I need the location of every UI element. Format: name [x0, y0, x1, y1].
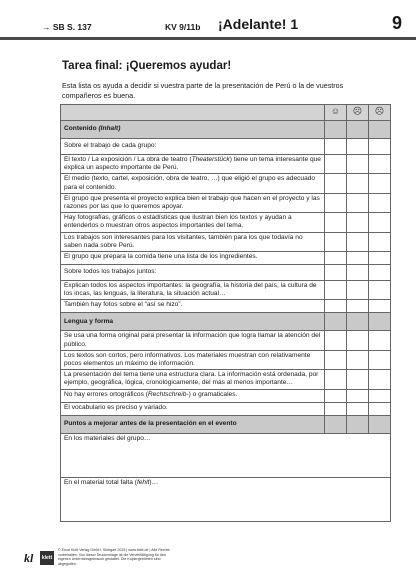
criterion-text	[61, 252, 325, 265]
group-subheading-row	[61, 139, 391, 155]
rating-checkbox-cell[interactable]	[369, 331, 391, 350]
smiley-happy-icon: ☺	[330, 106, 341, 117]
criterion-text-part: El grupo que presenta el proyecto explica bien el trabajo que hacen en el proyecto y las razones por las que lo queremos apoyar.	[64, 194, 320, 211]
group-subheading	[61, 265, 325, 281]
criterion-text-part: Hay fotografías, gráficos o estadísticas que ilustran bien los textos y ayudan a entenderlos o muestran otros aspectos importantes del tema.	[64, 214, 292, 230]
rating-checkbox-cell[interactable]	[369, 174, 391, 193]
checklist-table	[60, 104, 391, 522]
criterion-row	[61, 232, 391, 251]
table-header-row	[61, 105, 391, 121]
rating-checkbox-cell[interactable]	[325, 252, 347, 265]
rating-checkbox-cell[interactable]	[347, 213, 369, 232]
criterion-row	[61, 331, 391, 350]
criterion-text	[61, 389, 325, 402]
intro-text: Esta lista os ayuda a decidir si vuestra parte de la presentación de Perú o la de vuestros compañeros es buena.	[62, 81, 344, 100]
rating-checkbox-cell[interactable]	[325, 389, 347, 402]
criterion-row	[61, 389, 391, 402]
section-blank-cell	[325, 121, 347, 139]
smiley-sad-icon: ☹	[374, 106, 385, 117]
rating-checkbox-cell[interactable]	[347, 252, 369, 265]
rating-checkbox-cell[interactable]	[325, 402, 347, 415]
criterion-text-part: Se usa una forma original para presentar la información que logra llamar la atención del público.	[64, 332, 321, 348]
criterion-text	[61, 213, 325, 232]
improve-prompt-total: En el material total falta (	[64, 478, 137, 486]
criterion-text-part: Los textos son cortos, pero informativos. Los materiales muestran con relativamente pocos elementos un máximo de información.	[64, 351, 311, 368]
subheading-blank-cell	[369, 265, 391, 281]
improve-heading-row	[61, 415, 391, 433]
rating-checkbox-cell[interactable]	[347, 389, 369, 402]
criterion-row	[61, 370, 391, 389]
section-blank-cell	[347, 313, 369, 331]
rating-checkbox-cell[interactable]	[347, 174, 369, 193]
criterion-row	[61, 300, 391, 313]
rating-checkbox-cell[interactable]	[325, 174, 347, 193]
section-blank-cell	[369, 313, 391, 331]
rating-checkbox-cell[interactable]	[369, 281, 391, 300]
criterion-row	[61, 252, 391, 265]
improve-field-total[interactable]	[61, 477, 391, 521]
criterion-text	[61, 281, 325, 300]
criterion-text-part: El grupo que prepara la comida tiene una lista de los ingredientes.	[64, 253, 258, 261]
rating-checkbox-cell[interactable]	[347, 193, 369, 212]
rating-checkbox-cell[interactable]	[369, 300, 391, 313]
section-blank-cell	[369, 121, 391, 139]
criterion-text	[61, 155, 325, 174]
criterion-text	[61, 174, 325, 193]
criterion-row	[61, 155, 391, 174]
criterion-text	[61, 370, 325, 389]
criterion-row	[61, 350, 391, 369]
section-heading-row	[61, 313, 391, 331]
rating-checkbox-cell[interactable]	[369, 232, 391, 251]
subheading-blank-cell	[347, 265, 369, 281]
rating-checkbox-cell[interactable]	[325, 370, 347, 389]
criterion-text-part: No hay errores ortográficos (	[64, 390, 148, 398]
group-subheading	[61, 139, 325, 155]
criterion-text-part: También hay fotos sobre el “así se hizo”.	[64, 301, 183, 309]
textbook-reference: → SB S. 137	[42, 22, 92, 32]
criterion-text-part: El texto / La exposición / La obra de teatro (	[64, 156, 192, 163]
rating-checkbox-cell[interactable]	[369, 193, 391, 212]
rating-checkbox-cell[interactable]	[369, 213, 391, 232]
criterion-text	[61, 350, 325, 369]
improve-heading-text: Puntos a mejorar antes de la presentación en el evento	[64, 420, 237, 428]
page-number: 9	[392, 13, 403, 33]
rating-face-cell	[347, 105, 369, 121]
criterion-text-part: La presentación del tema tiene una estructura clara. La información está ordenada, por ejemplo, geográfica, lógica, cronológicamente, del más al menos importante…	[64, 371, 319, 387]
rating-checkbox-cell[interactable]	[325, 193, 347, 212]
improve-prompt-total: )…	[149, 478, 159, 486]
logo-mark: kl	[24, 551, 34, 565]
improve-prompt-group: En los materiales del grupo…	[64, 434, 151, 442]
criterion-gloss: Rechtschreib-	[147, 390, 189, 398]
criterion-text-part: El vocabulario es preciso y variado.	[64, 403, 168, 411]
improve-heading	[61, 415, 325, 433]
section-blank-cell	[347, 415, 369, 433]
smiley-neutral-icon: ☹	[352, 106, 363, 117]
rating-checkbox-cell[interactable]	[325, 281, 347, 300]
section-heading	[61, 313, 325, 331]
criterion-text-part: ) tiene un tema interesante que explica un aspecto importante de Perú.	[64, 156, 321, 172]
header-rule	[0, 0, 416, 40]
criterion-text	[61, 331, 325, 350]
rating-checkbox-cell[interactable]	[325, 232, 347, 251]
group-subheading-text: Sobre todos los trabajos juntos:	[64, 268, 157, 276]
rating-checkbox-cell[interactable]	[369, 370, 391, 389]
criterion-text-part: Los trabajos son interesantes para los visitantes, también para los que todavía no saben nada sobre Perú.	[64, 233, 303, 249]
criterion-text	[61, 193, 325, 212]
rating-face-cell	[369, 105, 391, 121]
rating-checkbox-cell[interactable]	[347, 232, 369, 251]
rating-checkbox-cell[interactable]	[325, 155, 347, 174]
logo-box: klett	[40, 551, 54, 565]
rating-checkbox-cell[interactable]	[369, 402, 391, 415]
criterion-row	[61, 281, 391, 300]
criterion-gloss: Theaterstück	[191, 156, 230, 163]
group-subheading-row	[61, 265, 391, 281]
criterion-text	[61, 402, 325, 415]
page-title: Tarea final: ¡Queremos ayudar!	[62, 60, 232, 72]
section-heading-text: Lengua y forma	[64, 317, 114, 325]
rating-checkbox-cell[interactable]	[325, 331, 347, 350]
header-blank-cell	[61, 105, 325, 121]
book-title: ¡Adelante! 1	[218, 16, 299, 32]
rating-checkbox-cell[interactable]	[347, 331, 369, 350]
rating-checkbox-cell[interactable]	[369, 155, 391, 174]
improve-field-group[interactable]	[61, 433, 391, 477]
subheading-blank-cell	[347, 139, 369, 155]
improve-row	[61, 477, 391, 521]
criterion-row	[61, 402, 391, 415]
rating-checkbox-cell[interactable]	[347, 281, 369, 300]
criterion-row	[61, 174, 391, 193]
group-subheading-text: Sobre el trabajo de cada grupo:	[64, 142, 157, 150]
subheading-blank-cell	[325, 265, 347, 281]
criterion-row	[61, 213, 391, 232]
section-heading-note: (Inhalt)	[98, 125, 121, 133]
criterion-text-part: El medio (texto, cartel, exposición, obra de teatro, …) que eligió el grupo es adecuado para el contenido.	[64, 175, 316, 191]
section-heading-row	[61, 121, 391, 139]
rating-checkbox-cell[interactable]	[325, 350, 347, 369]
rating-checkbox-cell[interactable]	[325, 213, 347, 232]
page-header	[0, 0, 416, 40]
section-heading-text: Contenido	[64, 125, 97, 133]
section-blank-cell	[325, 415, 347, 433]
subheading-blank-cell	[325, 139, 347, 155]
rating-checkbox-cell[interactable]	[347, 155, 369, 174]
rating-checkbox-cell[interactable]	[347, 300, 369, 313]
criterion-text	[61, 232, 325, 251]
criterion-row	[61, 193, 391, 212]
section-blank-cell	[369, 415, 391, 433]
criterion-text-part: ) o gramaticales.	[188, 390, 238, 398]
criterion-text-part: Explican todos los aspectos importantes: la geografía, la historia del país, la cultura de los incas, las lenguas, la literatura, la situación actual…	[64, 282, 317, 298]
section-heading	[61, 121, 325, 139]
rating-checkbox-cell[interactable]	[369, 252, 391, 265]
section-blank-cell	[325, 313, 347, 331]
subheading-blank-cell	[369, 139, 391, 155]
rating-checkbox-cell[interactable]	[325, 300, 347, 313]
rating-checkbox-cell[interactable]	[369, 389, 391, 402]
worksheet-code: KV 9/11b	[165, 22, 201, 32]
rating-checkbox-cell[interactable]	[347, 402, 369, 415]
improve-prompt-gloss: fehlt	[136, 478, 150, 486]
rating-face-cell	[325, 105, 347, 121]
publisher-logo	[24, 548, 54, 566]
criterion-text	[61, 300, 325, 313]
rating-checkbox-cell[interactable]	[347, 370, 369, 389]
section-blank-cell	[347, 121, 369, 139]
improve-row	[61, 433, 391, 477]
rating-checkbox-cell[interactable]	[347, 350, 369, 369]
rating-checkbox-cell[interactable]	[369, 350, 391, 369]
footer	[24, 546, 224, 574]
copyright-text: © Ernst Klett Verlag GmbH, Stuttgart 2015 | www.klett.de | Alle Rechte vorbehalten. Von dieser Druckvorlage ist die Vervielfältigung für den eigenen Unterrichtsgebrauch gestattet. Die Kopiergebühren sind abgegolten.	[58, 548, 170, 566]
